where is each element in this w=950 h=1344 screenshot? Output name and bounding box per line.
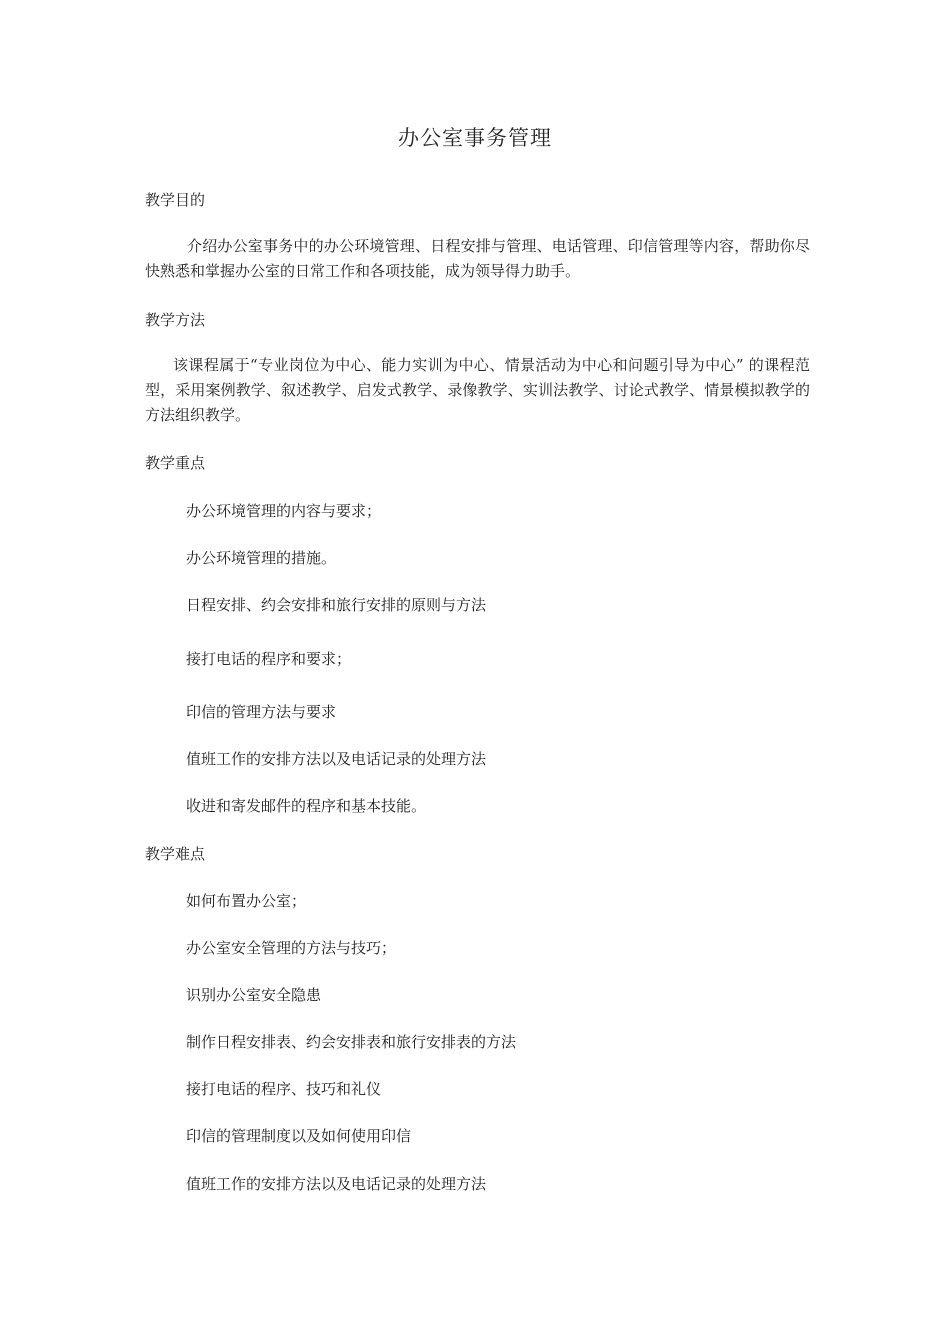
difficulty-item: 识别办公室安全隐患 — [186, 986, 322, 1004]
section-heading-difficulties: 教学难点 — [145, 845, 206, 863]
difficulty-item: 办公室安全管理的方法与技巧； — [186, 939, 397, 957]
difficulty-item: 制作日程安排表、约会安排表和旅行安排表的方法 — [186, 1033, 517, 1051]
difficulty-item: 值班工作的安排方法以及电话记录的处理方法 — [186, 1175, 487, 1193]
key-point-item: 收进和寄发邮件的程序和基本技能。 — [186, 797, 427, 815]
section-paragraph-purpose: 介绍办公室事务中的办公环境管理、日程安排与管理、电话管理、印信管理等内容，帮助你尽快熟悉和掌握办公室的日常工作和各项技能，成为领导得力助手。 — [145, 237, 810, 280]
key-point-item: 印信的管理方法与要求 — [186, 703, 337, 721]
key-point-item: 办公环境管理的内容与要求； — [186, 502, 382, 520]
key-point-item: 接打电话的程序和要求； — [186, 650, 352, 668]
key-point-item: 值班工作的安排方法以及电话记录的处理方法 — [186, 750, 487, 768]
section-heading-key-points: 教学重点 — [145, 454, 206, 472]
difficulty-item: 接打电话的程序、技巧和礼仪 — [186, 1080, 382, 1098]
key-point-item: 日程安排、约会安排和旅行安排的原则与方法 — [186, 596, 487, 614]
difficulty-item: 印信的管理制度以及如何使用印信 — [186, 1127, 412, 1145]
section-paragraph-method: 该课程属于“专业岗位为中心、能力实训为中心、情景活动为中心和问题引导为中心” 的课程范型，采用案例教学、叙述教学、启发式教学、录像教学、实训法教学、讨论式教学、情景模拟教学的方法组织教学。 — [145, 356, 810, 424]
difficulty-item: 如何布置办公室； — [186, 892, 307, 910]
section-heading-method: 教学方法 — [145, 311, 206, 329]
document-title: 办公室事务管理 — [398, 126, 552, 150]
key-point-item: 办公环境管理的措施。 — [186, 549, 337, 567]
section-heading-purpose: 教学目的 — [145, 191, 206, 209]
